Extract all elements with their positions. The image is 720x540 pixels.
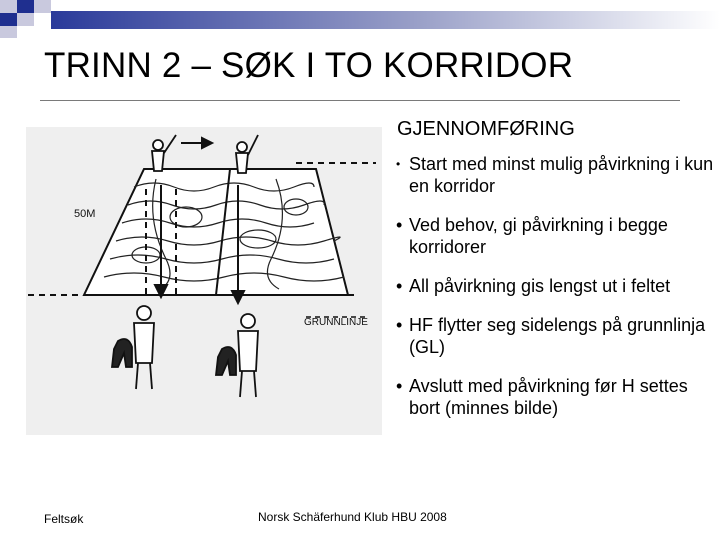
distance-label: 50M <box>74 208 96 220</box>
footer-center-text: Norsk Schäferhund Klub HBU 2008 <box>258 510 447 524</box>
bullet-item <box>396 214 714 258</box>
bullet-item <box>396 153 714 197</box>
bullet-list <box>396 153 714 436</box>
bullet-text: All påvirkning gis lengst ut i feltet <box>409 276 671 296</box>
baseline-label: GRUNNLINJE <box>304 317 368 328</box>
bullet-dot-icon: • <box>396 276 403 296</box>
bullet-text: HF flytter seg sidelengs på grunnlinja (GL) <box>409 315 706 357</box>
footer-left-text: Feltsøk <box>44 512 84 526</box>
bullet-item <box>396 314 714 358</box>
field-sketch-image <box>26 127 382 435</box>
bullet-dot-icon: • <box>396 215 403 235</box>
bullet-dot-icon: • <box>396 157 401 171</box>
bullet-text: Start med minst mulig påvirkning i kun en korridor <box>409 154 714 196</box>
section-heading: GJENNOMFØRING <box>397 118 575 140</box>
bullet-dot-icon: • <box>396 315 403 335</box>
bullet-item <box>396 375 714 419</box>
bullet-text: Avslutt med påvirkning før H settes bort (minnes bilde) <box>409 376 688 418</box>
bullet-dot-icon: • <box>396 376 403 396</box>
bullet-text: Ved behov, gi påvirkning i begge korridorer <box>409 215 668 257</box>
bullet-item <box>396 275 714 297</box>
header-decoration <box>0 0 720 40</box>
title-divider <box>40 100 680 101</box>
slide-title: TRINN 2 – SØK I TO KORRIDOR <box>44 46 574 85</box>
